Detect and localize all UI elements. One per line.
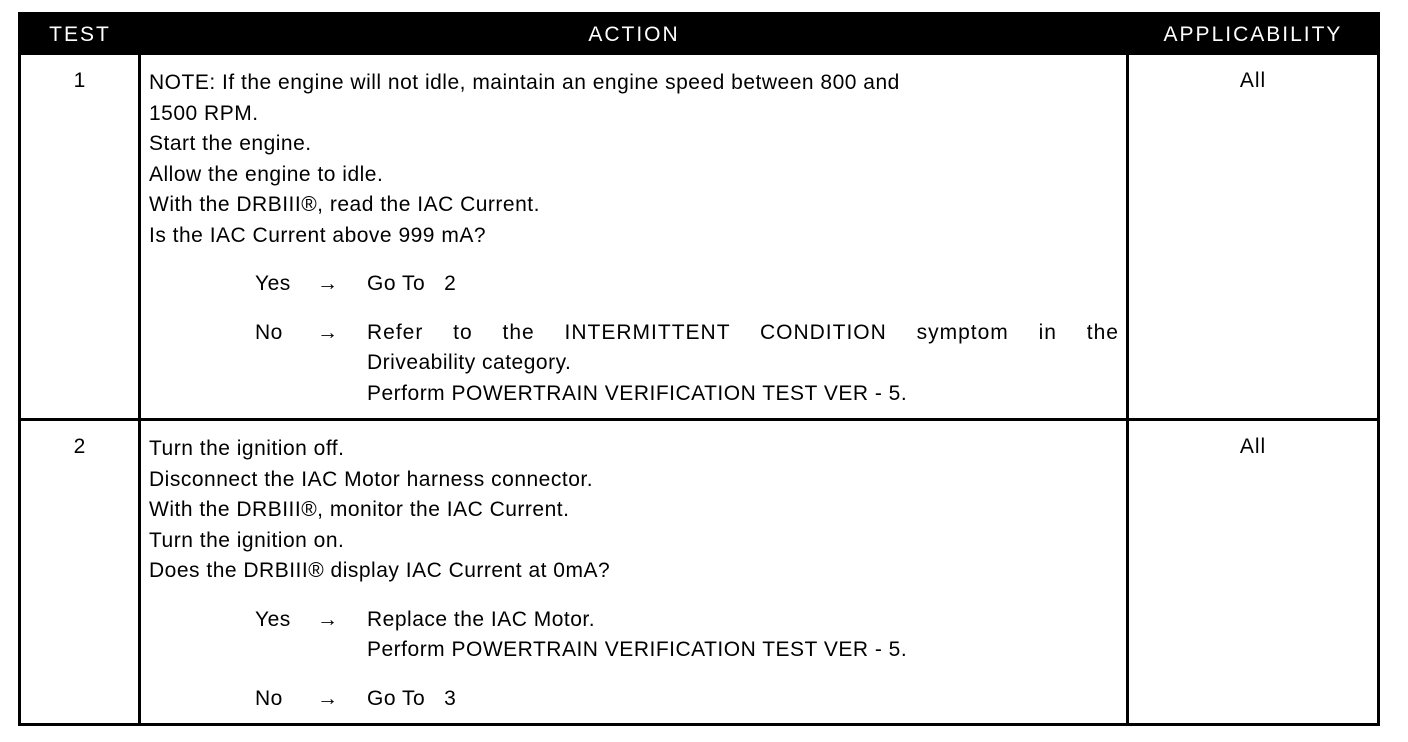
action-line: With the DRBIII®, monitor the IAC Current.	[149, 498, 570, 521]
action-line: Start the engine.	[149, 132, 312, 155]
answer-text	[367, 684, 1119, 715]
answer-label: No	[255, 320, 283, 344]
arrow-right-icon: →	[317, 320, 339, 344]
action-line: Turn the ignition off.	[149, 437, 345, 460]
table-row	[21, 421, 1377, 723]
answer-yes	[149, 269, 1119, 300]
answer-line: Go To 2	[367, 272, 457, 295]
diagnostic-test-table	[18, 12, 1380, 726]
answer-line: Refer to the INTERMITTENT CONDITION symptom in the	[367, 320, 1119, 344]
answer-label: No	[255, 686, 283, 710]
header-action: ACTION	[588, 23, 680, 46]
answer-text	[367, 269, 1119, 300]
answer-line: Go To 3	[367, 686, 457, 710]
action-line: NOTE: If the engine will not idle, maintain an engine speed between 800 and	[149, 71, 900, 94]
arrow-right-icon: →	[317, 686, 339, 710]
action-line: Allow the engine to idle.	[149, 162, 384, 186]
answer-label: Yes	[255, 272, 291, 295]
table-header	[21, 15, 1377, 55]
action-cell	[149, 434, 1119, 714]
action-line: Disconnect the IAC Motor harness connector.	[149, 467, 594, 491]
answer-no	[149, 684, 1119, 715]
header-applicability: APPLICABILITY	[1163, 23, 1343, 46]
action-cell	[149, 68, 1119, 409]
action-line: With the DRBIII®, read the IAC Current.	[149, 193, 540, 216]
applicability-value: All	[1239, 69, 1267, 92]
answer-label: Yes	[255, 607, 291, 631]
answer-line: Perform POWERTRAIN VERIFICATION TEST VER - 5.	[367, 381, 908, 405]
test-number: 1	[73, 69, 86, 92]
arrow-right-icon: →	[317, 272, 339, 295]
table-row	[21, 55, 1377, 421]
answer-no	[149, 318, 1119, 410]
answer-text	[367, 605, 1119, 666]
answer-line: Driveability category.	[367, 351, 572, 374]
test-number: 2	[73, 435, 86, 458]
arrow-right-icon: →	[317, 607, 339, 631]
answer-line: Replace the IAC Motor.	[367, 607, 596, 631]
answer-line: Perform POWERTRAIN VERIFICATION TEST VER - 5.	[367, 638, 908, 661]
header-test: TEST	[49, 23, 111, 46]
answer-yes	[149, 605, 1119, 666]
action-line: Does the DRBIII® display IAC Current at 0mA?	[149, 559, 611, 582]
action-line: Is the IAC Current above 999 mA?	[149, 223, 486, 247]
action-line: Turn the ignition on.	[149, 528, 345, 552]
applicability-value: All	[1239, 435, 1267, 458]
action-line: 1500 RPM.	[149, 101, 259, 125]
answer-text	[367, 318, 1119, 410]
